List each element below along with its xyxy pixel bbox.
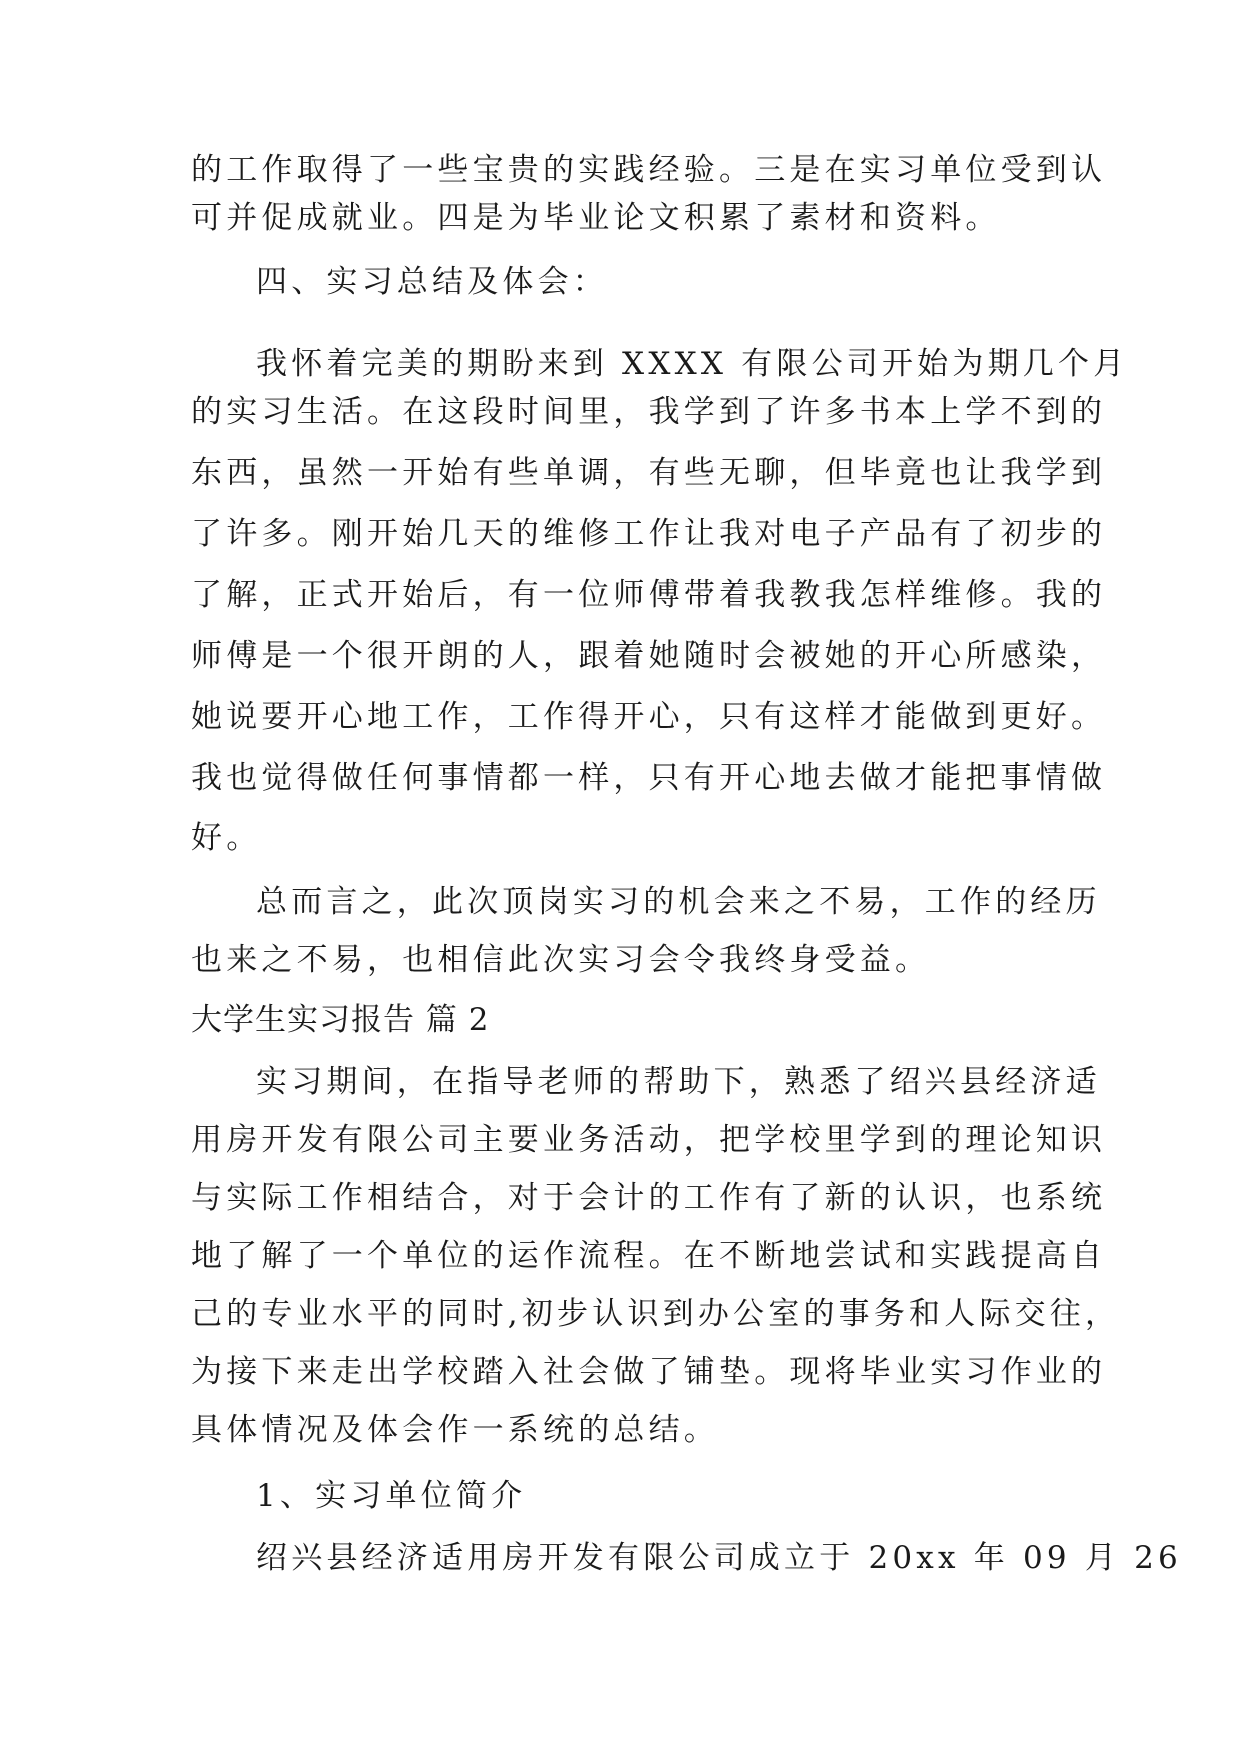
text-line: 地了解了一个单位的运作流程。在不断地尝试和实践提高自 bbox=[191, 1238, 1107, 1274]
text-line: 具体情况及体会作一系统的总结。 bbox=[191, 1412, 719, 1448]
text-line: 的实习生活。在这段时间里，我学到了许多书本上学不到的 bbox=[191, 394, 1107, 430]
paragraph-start: 实习期间，在指导老师的帮助下，熟悉了绍兴县经济适 bbox=[256, 1064, 1101, 1100]
paragraph-start: 总而言之，此次顶岗实习的机会来之不易，工作的经历 bbox=[256, 884, 1101, 920]
text-line: 师傅是一个很开朗的人，跟着她随时会被她的开心所感染， bbox=[191, 638, 1107, 674]
text-line: 己的专业水平的同时,初步认识到办公室的事务和人际交往， bbox=[191, 1296, 1121, 1332]
paragraph-start: 我怀着完美的期盼来到 XXXX 有限公司开始为期几个月 bbox=[256, 346, 1129, 382]
text-line: 与实际工作相结合，对于会计的工作有了新的认识，也系统 bbox=[191, 1180, 1107, 1216]
text-line: 用房开发有限公司主要业务活动，把学校里学到的理论知识 bbox=[191, 1122, 1107, 1158]
text-line: 东西，虽然一开始有些单调，有些无聊，但毕竟也让我学到 bbox=[191, 455, 1107, 491]
section-heading: 四、实习总结及体会： bbox=[256, 264, 608, 300]
text-line: 了许多。刚开始几天的维修工作让我对电子产品有了初步的 bbox=[191, 516, 1107, 552]
text-line: 的工作取得了一些宝贵的实践经验。三是在实习单位受到认 bbox=[191, 152, 1107, 188]
text-line: 好。 bbox=[191, 820, 262, 856]
section-heading: 1、实习单位简介 bbox=[256, 1478, 527, 1514]
text-line: 了解，正式开始后，有一位师傅带着我教我怎样维修。我的 bbox=[191, 577, 1107, 613]
text-line: 为接下来走出学校踏入社会做了铺垫。现将毕业实习作业的 bbox=[191, 1354, 1107, 1390]
text-line: 可并促成就业。四是为毕业论文积累了素材和资料。 bbox=[191, 200, 1001, 236]
text-line: 她说要开心地工作，工作得开心，只有这样才能做到更好。 bbox=[191, 699, 1107, 735]
text-line: 也来之不易，也相信此次实习会令我终身受益。 bbox=[191, 942, 931, 978]
paragraph-start: 绍兴县经济适用房开发有限公司成立于 20xx 年 09 月 26 bbox=[256, 1540, 1182, 1576]
report-title: 大学生实习报告 篇 2 bbox=[191, 1002, 490, 1038]
text-line: 我也觉得做任何事情都一样，只有开心地去做才能把事情做 bbox=[191, 760, 1107, 796]
